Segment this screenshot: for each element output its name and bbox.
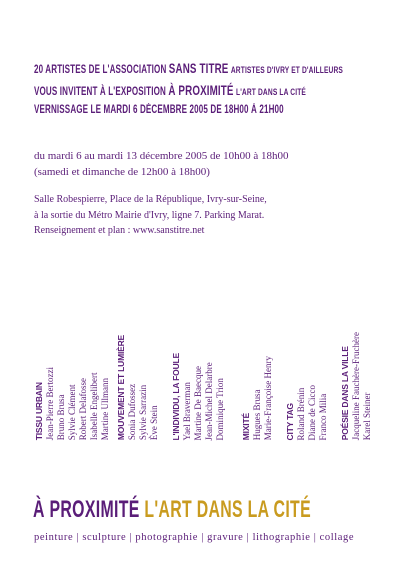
- vernissage-line: VERNISSAGE LE MARDI 6 DÉCEMBRE 2005 DE 18H00 À 21H00: [34, 104, 284, 116]
- association-name: SANS TITRE: [168, 60, 229, 76]
- association-tagline: ARTISTES D'IVRY ET D'AILLEURS: [230, 65, 344, 76]
- group-title: POÉSIE DANS LA VILLE: [340, 346, 350, 440]
- artist-name: Sonia Dufossez: [127, 383, 137, 440]
- artist-name: Isabelle Engelibert: [89, 372, 99, 440]
- venue-line-2: à la sortie du Métro Mairie d'Ivry, ligne 7. Parking Marat.: [34, 209, 265, 221]
- artist-name: Marie-Françoise Henry: [263, 355, 273, 440]
- artist-name: Franco Milia: [318, 393, 328, 440]
- dates-line-2: (samedi et dimanche de 12h00 à 18h00): [34, 166, 210, 178]
- venue-info: [34, 192, 267, 239]
- artist-name: Jean-Michel Delarbre: [204, 361, 214, 440]
- venue-line-3: Renseignement et plan : www.sanstitre.net: [34, 225, 205, 236]
- artist-name: Martine De Baecque: [193, 365, 203, 440]
- artist-name: Ève Stein: [149, 405, 159, 440]
- invite-line-1-text: 20 ARTISTES DE L'ASSOCIATION: [34, 64, 167, 76]
- invite-line-1: [34, 60, 343, 76]
- invite-line-2: [34, 82, 306, 98]
- group-mouvement-lumiere: [116, 335, 160, 440]
- artist-name: Bruno Brusa: [56, 394, 66, 440]
- venue-line-1: Salle Robespierre, Place de la République, Ivry-sur-Seine,: [34, 194, 267, 205]
- artist-name: Hugues Brusa: [252, 389, 262, 440]
- artist-name: Jacqueline Fauchère-Fruchère: [351, 331, 361, 440]
- artist-name: Yael Braverman: [182, 381, 192, 440]
- media-list: peinture | sculpture | photographie | gravure | lithographie | collage: [34, 532, 355, 543]
- group-city-tag: [285, 385, 329, 440]
- artist-name: Robert Delafosse: [78, 377, 88, 440]
- group-individu-foule: [171, 353, 226, 440]
- group-title: CITY TAG: [285, 402, 295, 440]
- artist-name: Martine Ullmann: [100, 377, 110, 440]
- group-mixite: [241, 356, 274, 440]
- group-poesie-ville: [340, 332, 373, 440]
- title-part-1: À PROXIMITÉ: [33, 496, 140, 523]
- group-title: TISSU URBAIN: [34, 381, 44, 440]
- group-title: MIXITÉ: [241, 412, 251, 440]
- exhibition-title: [33, 496, 311, 524]
- artist-name: Karel Steiner: [362, 392, 372, 440]
- title-part-2: L'ART DANS LA CITÉ: [144, 496, 311, 523]
- group-title: L'INDIVIDU, LA FOULE: [171, 352, 181, 440]
- artist-name: Roland Brénin: [296, 387, 306, 440]
- artist-name: Diane de Cicco: [307, 384, 317, 440]
- exhibition-name: À PROXIMITÉ: [168, 82, 234, 98]
- artist-name: Sylvie Sarrazin: [138, 384, 148, 440]
- invite-line-2-text: VOUS INVITENT À L'EXPOSITION: [34, 86, 166, 98]
- dates-line-1: du mardi 6 au mardi 13 décembre 2005 de 10h00 à 18h00: [34, 150, 289, 162]
- group-title: MOUVEMENT ET LUMIÈRE: [116, 334, 126, 440]
- group-tissu-urbain: [34, 367, 111, 440]
- artist-name: Sylvie Clément: [67, 384, 77, 440]
- exhibition-subtitle: L'ART DANS LA CITÉ: [235, 87, 306, 98]
- artist-name: Jean-Pierre Bertozzi: [45, 366, 55, 440]
- artist-name: Dominique Trion: [215, 377, 225, 440]
- opening-hours: [34, 148, 288, 180]
